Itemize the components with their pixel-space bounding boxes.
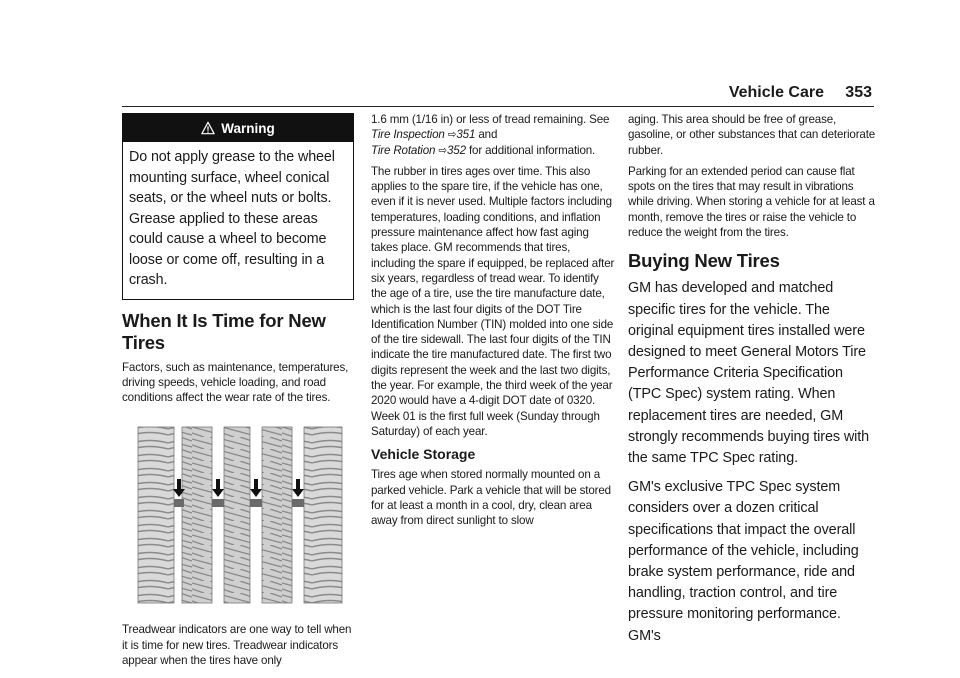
treadwear-caption: Treadwear indicators are one way to tell when it is time for new tires. Treadwear indicators appear when the tires have only — [122, 623, 352, 667]
intro-paragraph: Factors, such as maintenance, temperatures, driving speeds, vehicle loading, and road conditions affect the wear rate of the tires. — [122, 360, 349, 405]
gm-tires-paragraph: GM has developed and matched specific tires for the vehicle. The original equipment tires installed were designed to meet General Motors Tire Performance Criteria Specification (TPC Spec) system rating. When replacement tires are needed, GM strongly recommends buying tires with the same TPC Spec rating. — [628, 280, 870, 466]
column-left — [122, 112, 354, 674]
warning-header — [123, 114, 353, 142]
heading-new-tires: When It Is Time for New Tires — [122, 309, 326, 353]
tread-remaining-paragraph — [371, 112, 617, 158]
storage-continued-paragraph: aging. This area should be free of grease, gasoline, or other substances that can deteriorate rubber. — [628, 113, 876, 157]
section-title: Vehicle Care — [728, 84, 824, 101]
link-page-351[interactable]: 351 — [456, 128, 476, 142]
warning-triangle-icon — [201, 121, 215, 135]
heading-vehicle-storage: Vehicle Storage — [371, 446, 476, 463]
column-middle — [371, 112, 617, 534]
page-ref-icon: ⇨ — [447, 128, 457, 142]
warning-label: Warning — [221, 120, 275, 136]
text-span: 1.6 mm (1/16 in) or less of tread remaining. See — [371, 113, 610, 126]
tpc-spec-paragraph: GM's exclusive TPC Spec system considers over a dozen critical specifications that impact the overall performance of the vehicle, including brake system performance, ride and handling, traction control, and tire pressure monitoring performance. GM's — [628, 479, 859, 644]
page-header — [122, 82, 874, 107]
text-span: and — [478, 128, 498, 142]
treadwear-indicator-illustration — [132, 425, 348, 605]
tire-aging-paragraph: The rubber in tires ages over time. This also applies to the spare tire, if the vehicle has one, even if it is never used. Multiple factors including temperatures, loading conditions, and inflation pressure maintenance affect how fast aging takes place. GM recommends that tires, including the spare if equipped, be replaced after six years, regardless of tread wear. To identify the age of a tire, use the tire manufacture date, which is the last four digits of the DOT Tire Identification Number (TIN) molded into one side of the tire sidewall. The last four digits of the TIN indicate the tire manufactured date. The first two digits represent the week and the last two digits, the year. For example, the third week of the year 2020 would have a 4-digit DOT date of 0320. Week 01 is the first full week (Sunday through Saturday) of each year. — [371, 164, 615, 438]
page-ref-icon: ⇨ — [438, 143, 447, 157]
link-page-352[interactable]: 352 — [447, 143, 466, 157]
page-number: 353 — [845, 84, 872, 101]
storage-paragraph: Tires age when stored normally mounted on a parked vehicle. Park a vehicle that will be stored for at least a month in a cool, dry, clean area away from direct sunlight to slow — [371, 468, 611, 528]
flat-spots-paragraph: Parking for an extended period can cause flat spots on the tires that may result in vibrations while driving. When storing a vehicle for at least a month, remove the tires or raise the vehicle to reduce the weight from the tires. — [628, 164, 875, 240]
link-tire-inspection[interactable]: Tire Inspection — [371, 128, 445, 142]
column-right — [628, 112, 876, 655]
heading-buying-new-tires: Buying New Tires — [628, 250, 780, 272]
warning-box — [122, 113, 354, 300]
link-tire-rotation[interactable]: Tire Rotation — [371, 143, 436, 157]
text-span: for additional information. — [468, 143, 596, 157]
warning-text: Do not apply grease to the wheel mounting surface, wheel conical seats, or the wheel nuts or bolts. Grease applied to these areas could cause a wheel to become loose or come off, resulting in a crash. — [129, 149, 335, 288]
